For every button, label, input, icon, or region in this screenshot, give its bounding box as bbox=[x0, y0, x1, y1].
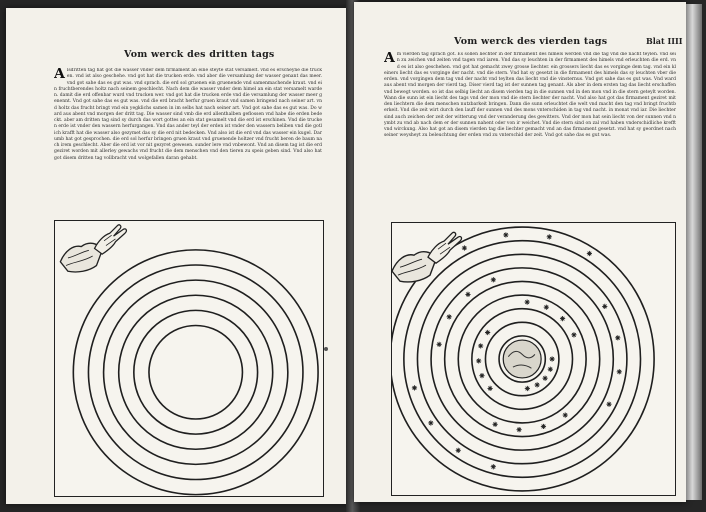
drop-cap-initial: A bbox=[384, 52, 395, 66]
star-icon bbox=[428, 420, 433, 425]
star-icon bbox=[525, 386, 530, 391]
star-icon bbox=[462, 245, 467, 250]
celestial-sphere-ring bbox=[73, 250, 318, 495]
star-icon bbox=[525, 299, 530, 304]
celestial-sphere-ring bbox=[134, 310, 258, 434]
page-heading: Vom werck des vierden tags bbox=[454, 36, 608, 47]
star-icon bbox=[560, 316, 565, 321]
star-icon bbox=[535, 382, 540, 387]
celestial-sphere-ring bbox=[149, 326, 243, 420]
star-icon bbox=[563, 413, 568, 418]
star-icon bbox=[547, 234, 552, 239]
star-icon bbox=[493, 422, 498, 427]
star-icon bbox=[571, 332, 576, 337]
star-icon bbox=[412, 385, 417, 390]
star-icon bbox=[456, 448, 461, 453]
page-edges bbox=[686, 4, 702, 500]
drop-cap-initial: A bbox=[54, 68, 65, 82]
binding-mark bbox=[324, 347, 328, 351]
star-icon bbox=[587, 251, 592, 256]
star-icon bbox=[602, 304, 607, 309]
star-icon bbox=[479, 373, 484, 378]
right-page bbox=[354, 2, 686, 502]
star-icon bbox=[437, 342, 442, 347]
star-icon bbox=[615, 335, 620, 340]
body-text bbox=[384, 52, 676, 140]
star-icon bbox=[516, 427, 521, 432]
star-icon bbox=[447, 314, 452, 319]
star-icon bbox=[548, 367, 553, 372]
body-text-content: m vierden tag sprach got. Es sollen liechter in der firmament des himels werden vnd die tag vnd die nacht teylen. vnd sein zu zeichen vnd zeiten vnd tagen vnd iaren. Vnd das sy leuchten in der firmament des himels vnd erleuchten die erd. vnd es ist also geschehen. vnd got hat gemacht zwey grosse liechter. ein grossers liecht das es vorginge dem tag. vnd ein kleiners liecht das es vorginge der nacht. vnd die stern. Vnd hat sy gesetzt in die firmament des himels das sy leuchten vber die erden. vnd vorgingen dem tag vnd der nacht vnd teylten das liecht vnd die vinsternus. Vnd got sahe das es gut was. Vnd ward aus abent vnd morgen der vierd tag. Diser vierd tag ist der sunnen tag genant. Als aber in dem ersten tag das liecht erschaffen vnd bewegt worden. so ist das selbig liecht an disem vierden tag in die sunnen vnd in den mon vnd in die stern geteylt worden. Wann die sunn ist ein liecht des tags vnd der mon vnd die stern liechter der nacht. Vnd also hat got das firmament geziret mit den liechtern die dem menschen nutzbarkeit bringen. Dann die sunn erleuchtet die welt vnd macht den tag vnd bringt fruchtberkeit. Vnd die zeit wirt durch den lauff der sunnen vnd des mons vnterschiden in tag vnd nacht. in monat vnd iar. Die liechter sind auch zeichen der zeit der witterung vnd der veranderung des gewitters. Vnd der mon hat sein liecht von der sunnen vnd nymbt zu vnd ab nach dem er der sunnen nahent oder von ir weichet. Vnd die stern sind on zal vnd haben vnderschidliche krefft vnd wirckung. Also hat got an disem vierden tag die liechter gemacht vnd an das firmament gesetzt. vnd hat sy geordnet nach seiner weysheyt zu beleuchtung der erden vnd zu vnterschid der zeit. Vnd got sahe das es gut was. bbox=[384, 52, 676, 139]
star-icon bbox=[491, 277, 496, 282]
left-page bbox=[6, 8, 351, 504]
star-icon bbox=[491, 464, 496, 469]
star-icon bbox=[543, 376, 548, 381]
hand-of-god-icon bbox=[60, 225, 126, 272]
body-text-block bbox=[54, 68, 322, 220]
page-heading: Vom werck des dritten tags bbox=[124, 49, 275, 60]
concentric-spheres-diagram bbox=[55, 221, 323, 496]
star-icon bbox=[606, 402, 611, 407]
woodcut-illustration bbox=[54, 220, 324, 497]
star-icon bbox=[617, 369, 622, 374]
star-icon bbox=[465, 292, 470, 297]
star-icon bbox=[503, 232, 508, 237]
celestial-sphere-ring bbox=[104, 280, 288, 464]
body-text bbox=[54, 68, 322, 162]
star-icon bbox=[541, 424, 546, 429]
celestial-sphere-ring bbox=[119, 295, 273, 449]
body-text-block bbox=[384, 52, 676, 226]
hand-of-god-icon bbox=[392, 232, 461, 282]
star-icon bbox=[487, 386, 492, 391]
star-icon bbox=[485, 330, 490, 335]
body-text-content: lsdritten tag hat got die wasser vnder dem firmament an eine steyte stat versamelt. vnd es erscheyne die trucken. vnd ist also geschehe. vnd got hat die trucken erde. vnd aber die versamlung der wasser genant das meer. vnd got sahe das es gut was. vnd sprach. die erd sol gruenen ein gruenende vnd samenmachende kraut. vnd ein fruchtberendes holtz nach seinem geschlecht. Nach dem die wasser vnder dem himel an ein stat versamelt warden. damit die erd offenbar wurd vnd trucken wer. vnd got hat die trucken erde vnd die versamlung der wasser meer genennt. Vnd got sahe das es gut was. vnd die erd bracht herfur gruen kraut vnd samen bringend nach seiner art. vnd holtz das frucht bringt vnd ein yegklichs samen in im selbs hat nach seiner art. Vnd got sahe das es gut was. Do ward aus abent vnd morgen der dritt tag. Die wasser sind vmb die erd allenthalben geflossen vnd habe die erden bedeckt. aber am dritten tag sind sy durch das wort gottes an ein stat gesamelt vnd die erd ist erschinen. Vnd die trucken erde ist vnder den wassern herfurgangen. Vnd das ander teyl der erden ist vnder den wassern beliben vnd die gotlich krafft hat die wasser also gezymet das sy die erd nit bedecken. Vnd also ist die erd vnd das wasser ein kugel. Darumb hat got gesprochen. die erd sol herfur bringen gruen kraut vnd gruenende holtzer vnd frucht beren de baum nach irem geschlecht. Aber die erd ist vor nit gezyret gewesen. sunder lere vnd vnbewont. Vnd an disem tag ist die erd geziret worden mit allerley gewachs vnd frucht die dem menschen vnd den tieren zu speis geben sind. Vnd also hat got disem dritten tag vollbracht vnd wolgefallen daran gehabt. bbox=[54, 68, 322, 161]
celestial-sphere-ring bbox=[88, 265, 303, 480]
star-icon bbox=[478, 343, 483, 348]
concentric-spheres-with-stars-diagram bbox=[392, 223, 675, 495]
folio-number: Blat IIII bbox=[646, 36, 683, 46]
star-icon bbox=[476, 358, 481, 363]
woodcut-illustration bbox=[391, 222, 676, 496]
star-icon bbox=[544, 305, 549, 310]
star-icon bbox=[550, 356, 555, 361]
earth-globe-icon bbox=[503, 340, 541, 378]
